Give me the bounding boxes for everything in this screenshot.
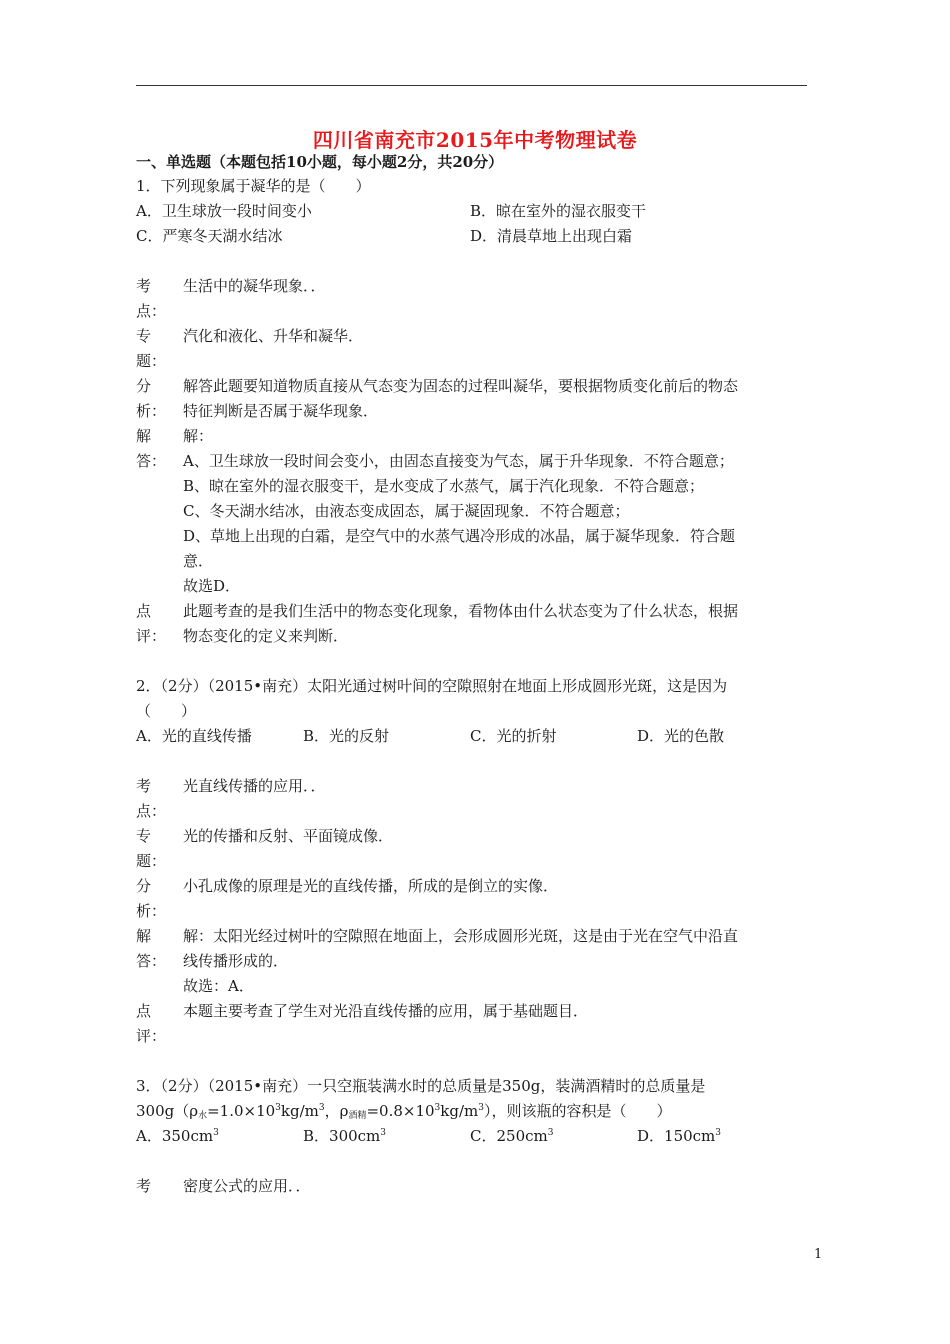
q3-option-a — [136, 1126, 219, 1146]
q1-stem: 1．下列现象属于凝华的是（ ） — [136, 177, 371, 195]
q1-dianping-line2: 物态变化的定义来判断． — [183, 627, 349, 645]
q3-sup-3c: 3 — [434, 1103, 441, 1113]
q3-stem-part-f: ），则该瓶的容积是（ ） — [483, 1102, 672, 1120]
label-da: 答： — [136, 452, 167, 470]
label-ping: 评： — [136, 627, 167, 645]
q3-sup-3a: 3 — [275, 1103, 281, 1113]
q1-zhuanti: 汽化和液化、升华和凝华． — [183, 327, 364, 345]
q3-option-a-text: A．350cm — [136, 1127, 214, 1145]
q3-option-c — [470, 1126, 553, 1146]
label-jie: 解 — [136, 927, 152, 945]
q1-jieda-line1: 解： — [183, 427, 214, 445]
label-da: 答： — [136, 952, 167, 970]
label-ti: 题： — [136, 352, 167, 370]
label-kao: 考 — [136, 277, 152, 295]
q2-dianping: 本题主要考查了学生对光沿直线传播的应用，属于基础题目． — [183, 1002, 589, 1020]
label-zhuan: 专 — [136, 327, 152, 345]
q3-sup-3d: 3 — [478, 1103, 484, 1113]
q1-option-c: C．严寒冬天湖水结冰 — [136, 227, 283, 245]
q1-kaodian: 生活中的凝华现象．． — [183, 277, 326, 295]
q2-jieda-line2: 线传播形成的． — [183, 952, 289, 970]
label-kao: 考 — [136, 777, 152, 795]
q2-zhuanti: 光的传播和反射、平面镜成像． — [183, 827, 394, 845]
label-ti: 题： — [136, 852, 167, 870]
q1-option-b: B．晾在室外的湿衣服变干 — [470, 202, 647, 220]
q3-stem-part-c2: kg/m — [440, 1102, 479, 1120]
q3-stem-part-a: 300g（ρ — [136, 1102, 199, 1120]
q1-jieda-line5: D、草地上出现的白霜，是空气中的水蒸气遇冷形成的冰晶，属于凝华现象．符合题 — [183, 527, 736, 545]
q3-option-d-sup: 3 — [715, 1128, 722, 1138]
label-dian2: 点 — [136, 1002, 152, 1020]
q3-sub-alcohol: 酒精 — [348, 1111, 367, 1121]
q3-stem-part-d: ，ρ — [324, 1102, 349, 1120]
section-heading: 一、单选题（本题包括10小题，每小题2分，共20分） — [136, 153, 504, 171]
label-dian: 点： — [136, 302, 167, 320]
q3-option-c-text: C．250cm — [470, 1127, 548, 1145]
q1-option-d: D．清晨草地上出现白霜 — [470, 227, 633, 245]
q2-option-c: C．光的折射 — [470, 727, 557, 745]
q3-stem-part-b: =1.0×10 — [207, 1102, 276, 1120]
label-jie: 解 — [136, 427, 152, 445]
page-number: 1 — [814, 1247, 823, 1262]
q3-stem-part-e: =0.8×10 — [366, 1102, 435, 1120]
q3-kaodian: 密度公式的应用．． — [183, 1177, 311, 1195]
label-fen: 分 — [136, 877, 152, 895]
q2-option-d: D．光的色散 — [637, 727, 725, 745]
q1-jieda-line4: C、冬天湖水结冰，由液态变成固态，属于凝固现象．不符合题意； — [183, 502, 630, 520]
q2-option-a: A．光的直线传播 — [136, 727, 252, 745]
label-ping: 评： — [136, 1027, 167, 1045]
q1-fenxi-line1: 解答此题要知道物质直接从气态变为固态的过程叫凝华，要根据物质变化前后的物态 — [183, 377, 739, 395]
q3-option-b — [303, 1126, 386, 1146]
label-xi: 析： — [136, 402, 167, 420]
q3-option-b-sup: 3 — [380, 1128, 387, 1138]
q2-fenxi: 小孔成像的原理是光的直线传播，所成的是倒立的实像． — [183, 877, 559, 895]
q3-option-a-sup: 3 — [213, 1128, 219, 1138]
q1-dianping-line1: 此题考查的是我们生活中的物态变化现象，看物体由什么状态变为了什么状态，根据 — [183, 602, 739, 620]
q3-stem-line1: 3．（2分）（2015•南充）一只空瓶装满水时的总质量是350g，装满酒精时的总质量是 — [136, 1077, 706, 1095]
q1-jieda-line3: B、晾在室外的湿衣服变干，是水变成了水蒸气，属于汽化现象．不符合题意； — [183, 477, 705, 495]
q2-stem-line1: 2．（2分）（2015•南充）太阳光通过树叶间的空隙照射在地面上形成圆形光斑，这是因为 — [136, 677, 728, 695]
q2-jieda-line3: 故选：A． — [183, 977, 254, 995]
q1-fenxi-line2: 特征判断是否属于凝华现象． — [183, 402, 379, 420]
q1-jieda-line2: A、卫生球放一段时间会变小，由固态直接变为气态，属于升华现象．不符合题意； — [183, 452, 734, 470]
q3-option-c-sup: 3 — [547, 1128, 554, 1138]
q2-option-b: B．光的反射 — [303, 727, 390, 745]
q2-stem-line2: （ ） — [136, 702, 197, 720]
q3-option-d-text: D．150cm — [637, 1127, 716, 1145]
q3-option-b-text: B．300cm — [303, 1127, 381, 1145]
label-kao: 考 — [136, 1177, 152, 1195]
q2-jieda-line1: 解：太阳光经过树叶的空隙照在地面上，会形成圆形光斑，这是由于光在空气中沿直 — [183, 927, 739, 945]
label-fen: 分 — [136, 377, 152, 395]
q2-kaodian: 光直线传播的应用．． — [183, 777, 326, 795]
label-xi: 析： — [136, 902, 167, 920]
label-zhuan: 专 — [136, 827, 152, 845]
q1-jieda-line6: 意． — [183, 552, 214, 570]
header-rule — [136, 85, 807, 86]
page-title: 四川省南充市2015年中考物理试卷 — [312, 128, 638, 152]
q3-option-d — [637, 1126, 721, 1146]
label-dian2: 点 — [136, 602, 152, 620]
label-dian: 点： — [136, 802, 167, 820]
q3-sub-water: 水 — [198, 1111, 208, 1121]
q1-option-a: A．卫生球放一段时间变小 — [136, 202, 312, 220]
q3-stem-part-c: kg/m — [280, 1102, 319, 1120]
q3-stem-line2 — [136, 1101, 672, 1121]
q3-sup-3b: 3 — [318, 1103, 325, 1113]
q1-jieda-line7: 故选D． — [183, 577, 241, 595]
